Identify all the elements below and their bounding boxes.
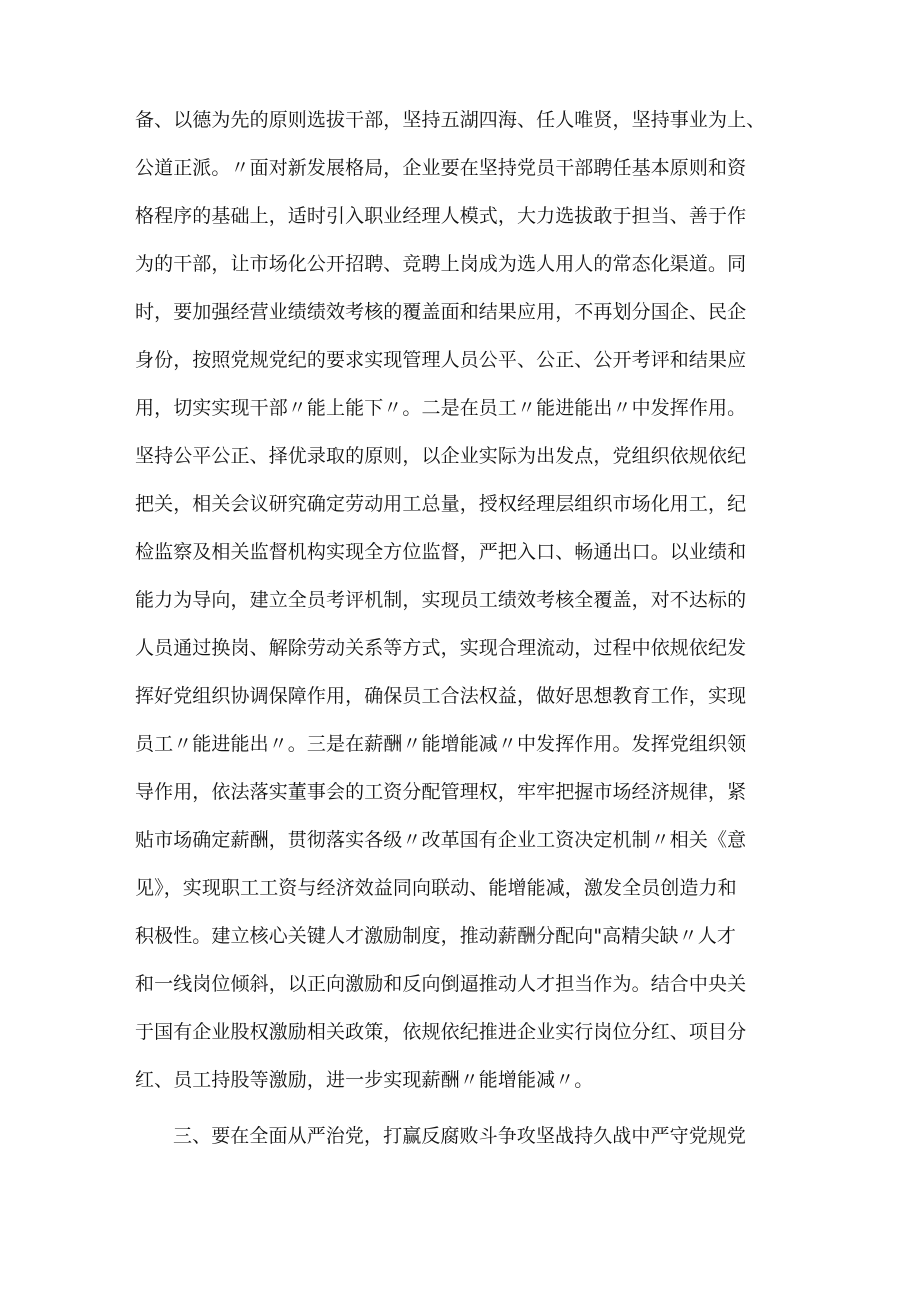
text-line: 和一线岗位倾斜，以正向激励和反向倒逼推动人才担当作为。结合中央关 — [135, 973, 747, 995]
text-line: 坚持公平公正、择优录取的原则，以企业实际为出发点，党组织依规依纪 — [135, 445, 747, 467]
paragraph — [135, 96, 775, 1104]
text-line: 备、以德为先的原则选拔干部，坚持五湖四海、任人唯贤，坚持事业为上、 — [135, 109, 766, 131]
text-line: 为的干部，让市场化公开招聘、竞聘上岗成为选人用人的常态化渠道。同 — [135, 253, 747, 275]
text-line: 贴市场确定薪酬，贯彻落实各级〃改革国有企业工资决定机制〃相关《意 — [135, 829, 747, 851]
text-line: 格程序的基础上，适时引入职业经理人模式，大力选拔敢于担当、善于作 — [135, 205, 747, 227]
text-line: 公道正派。〃面对新发展格局，企业要在坚持党员干部聘任基本原则和资 — [135, 157, 747, 179]
paragraph-gap — [135, 1104, 775, 1112]
text-line: 于国有企业股权激励相关政策，依规依纪推进企业实行岗位分红、项目分 — [135, 1021, 747, 1043]
text-line: 挥好党组织协调保障作用，确保员工合法权益，做好思想教育工作，实现 — [135, 685, 747, 707]
paragraph — [135, 1112, 775, 1160]
text-line: 导作用，依法落实董事会的工资分配管理权，牢牢把握市场经济规律，紧 — [135, 781, 747, 803]
text-line: 把关，相关会议研究确定劳动用工总量，授权经理层组织市场化用工，纪 — [135, 493, 747, 515]
text-line: 三、要在全面从严治党，打赢反腐败斗争攻坚战持久战中严守党规党 — [173, 1125, 747, 1147]
text-line: 检监察及相关监督机构实现全方位监督，严把入口、畅通出口。以业绩和 — [135, 541, 747, 563]
document-body — [135, 96, 775, 1160]
text-line: 身份，按照党规党纪的要求实现管理人员公平、公正、公开考评和结果应 — [135, 349, 747, 371]
text-line: 红、员工持股等激励，进一步实现薪酬〃能增能减〃。 — [135, 1069, 594, 1091]
text-line: 能力为导向，建立全员考评机制，实现员工绩效考核全覆盖，对不达标的 — [135, 589, 747, 611]
text-line: 用，切实实现干部〃能上能下〃。二是在员工〃能进能出〃中发挥作用。 — [135, 397, 747, 419]
text-line: 积极性。建立核心关键人才激励制度，推动薪酬分配向"高精尖缺〃人才 — [135, 925, 736, 947]
text-line: 时，要加强经营业绩绩效考核的覆盖面和结果应用，不再划分国企、民企 — [135, 301, 747, 323]
text-line: 见》，实现职工工资与经济效益同向联动、能增能减，激发全员创造力和 — [135, 877, 737, 899]
text-line: 人员通过换岗、解除劳动关系等方式，实现合理流动，过程中依规依纪发 — [135, 637, 747, 659]
text-line: 员工〃能进能出〃。三是在薪酬〃能增能减〃中发挥作用。发挥党组织领 — [135, 733, 747, 755]
